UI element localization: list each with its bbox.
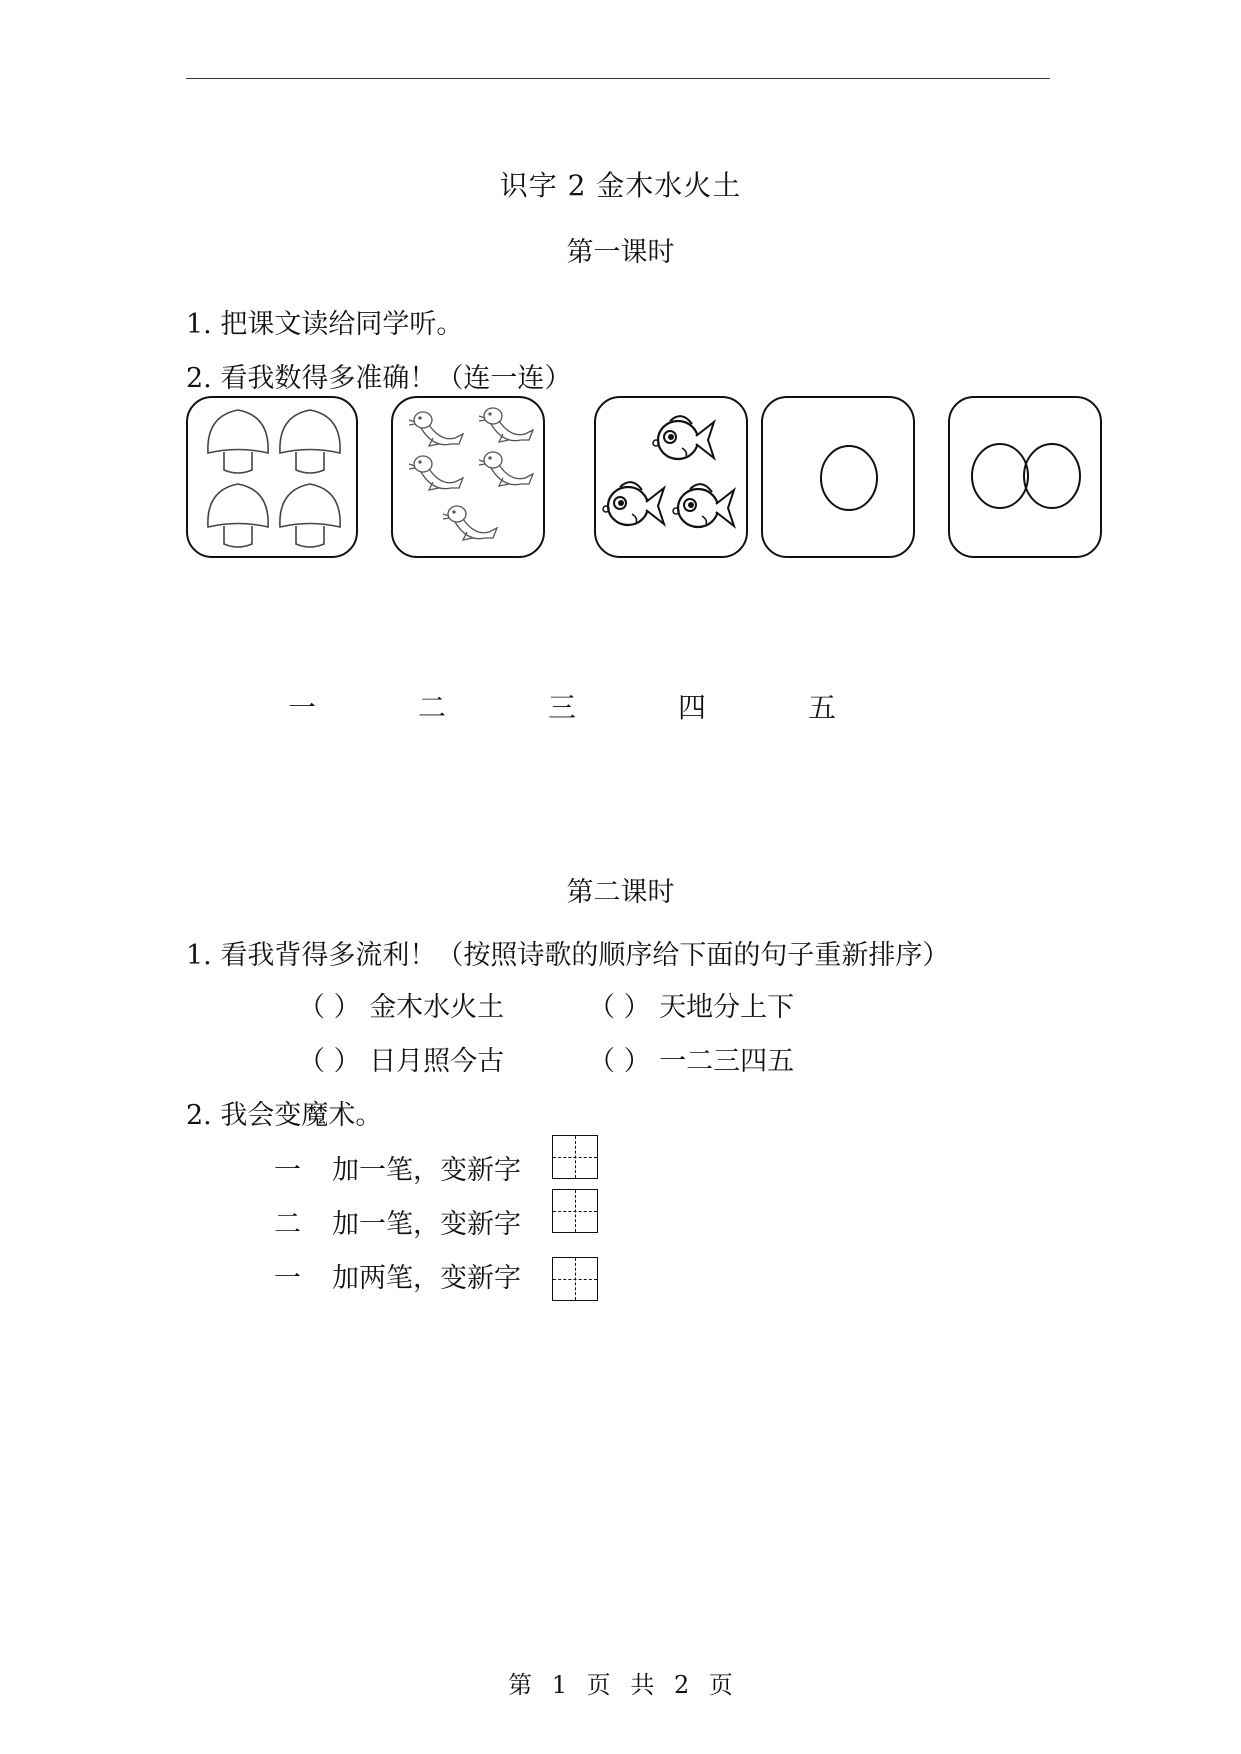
footer-text: 第 xyxy=(508,1671,533,1699)
seal-icon xyxy=(393,398,543,556)
number-four[interactable]: 四 xyxy=(677,691,706,724)
header-rule xyxy=(186,78,1050,79)
number-two[interactable]: 二 xyxy=(417,691,446,724)
writing-grid-box[interactable] xyxy=(552,1135,598,1179)
footer-page-number: 1 xyxy=(551,1671,568,1699)
page-title: 识字 2 金木水火土 xyxy=(499,169,742,202)
magic-instruction: 加一笔，变新字 xyxy=(332,1155,521,1186)
one-circle-box[interactable] xyxy=(761,396,915,558)
lesson2-question-2: 2. 我会变魔术。 xyxy=(186,1100,383,1131)
fish-icon xyxy=(596,398,746,556)
order-item xyxy=(298,985,504,1024)
circle-icon xyxy=(763,398,913,556)
magic-base-char: 一 xyxy=(274,1263,301,1294)
mushroom-box[interactable] xyxy=(186,396,358,558)
number-three[interactable]: 三 xyxy=(547,691,576,724)
order-item xyxy=(298,1039,504,1078)
magic-instruction: 加两笔，变新字 xyxy=(332,1263,521,1294)
number-five[interactable]: 五 xyxy=(807,691,836,724)
writing-grid-box[interactable] xyxy=(552,1189,598,1233)
circle-icon xyxy=(950,398,1100,556)
page-footer xyxy=(0,1665,1241,1700)
order-text: 天地分上下 xyxy=(659,992,795,1023)
fish-box[interactable] xyxy=(594,396,748,558)
magic-base-char: 二 xyxy=(274,1209,301,1240)
lesson1-heading: 第一课时 xyxy=(566,237,675,268)
footer-text: 页 xyxy=(708,1671,733,1699)
two-circles-box[interactable] xyxy=(948,396,1102,558)
lesson1-question-2: 2. 看我数得多准确！（连一连） xyxy=(186,363,572,394)
footer-text: 共 xyxy=(630,1671,655,1699)
magic-instruction: 加一笔，变新字 xyxy=(332,1209,521,1240)
lesson1-question-1: 1. 把课文读给同学听。 xyxy=(186,309,464,340)
lesson2-question-1: 1. 看我背得多流利！（按照诗歌的顺序给下面的句子重新排序） xyxy=(186,940,950,971)
number-one[interactable]: 一 xyxy=(287,691,316,724)
order-text: 一二三四五 xyxy=(659,1046,795,1077)
order-blank[interactable]: （ ） xyxy=(588,992,651,1023)
footer-text: 页 xyxy=(586,1671,611,1699)
order-item xyxy=(588,985,794,1024)
mushroom-icon xyxy=(188,398,356,556)
writing-grid-box[interactable] xyxy=(552,1257,598,1301)
order-blank[interactable]: （ ） xyxy=(298,1046,361,1077)
seal-box[interactable] xyxy=(391,396,545,558)
order-blank[interactable]: （ ） xyxy=(298,992,361,1023)
order-blank[interactable]: （ ） xyxy=(588,1046,651,1077)
magic-base-char: 一 xyxy=(274,1155,301,1186)
order-text: 日月照今古 xyxy=(369,1046,505,1077)
footer-total-pages: 2 xyxy=(673,1671,690,1699)
order-item xyxy=(588,1039,794,1078)
order-text: 金木水火土 xyxy=(369,992,505,1023)
lesson2-heading: 第二课时 xyxy=(566,877,675,908)
